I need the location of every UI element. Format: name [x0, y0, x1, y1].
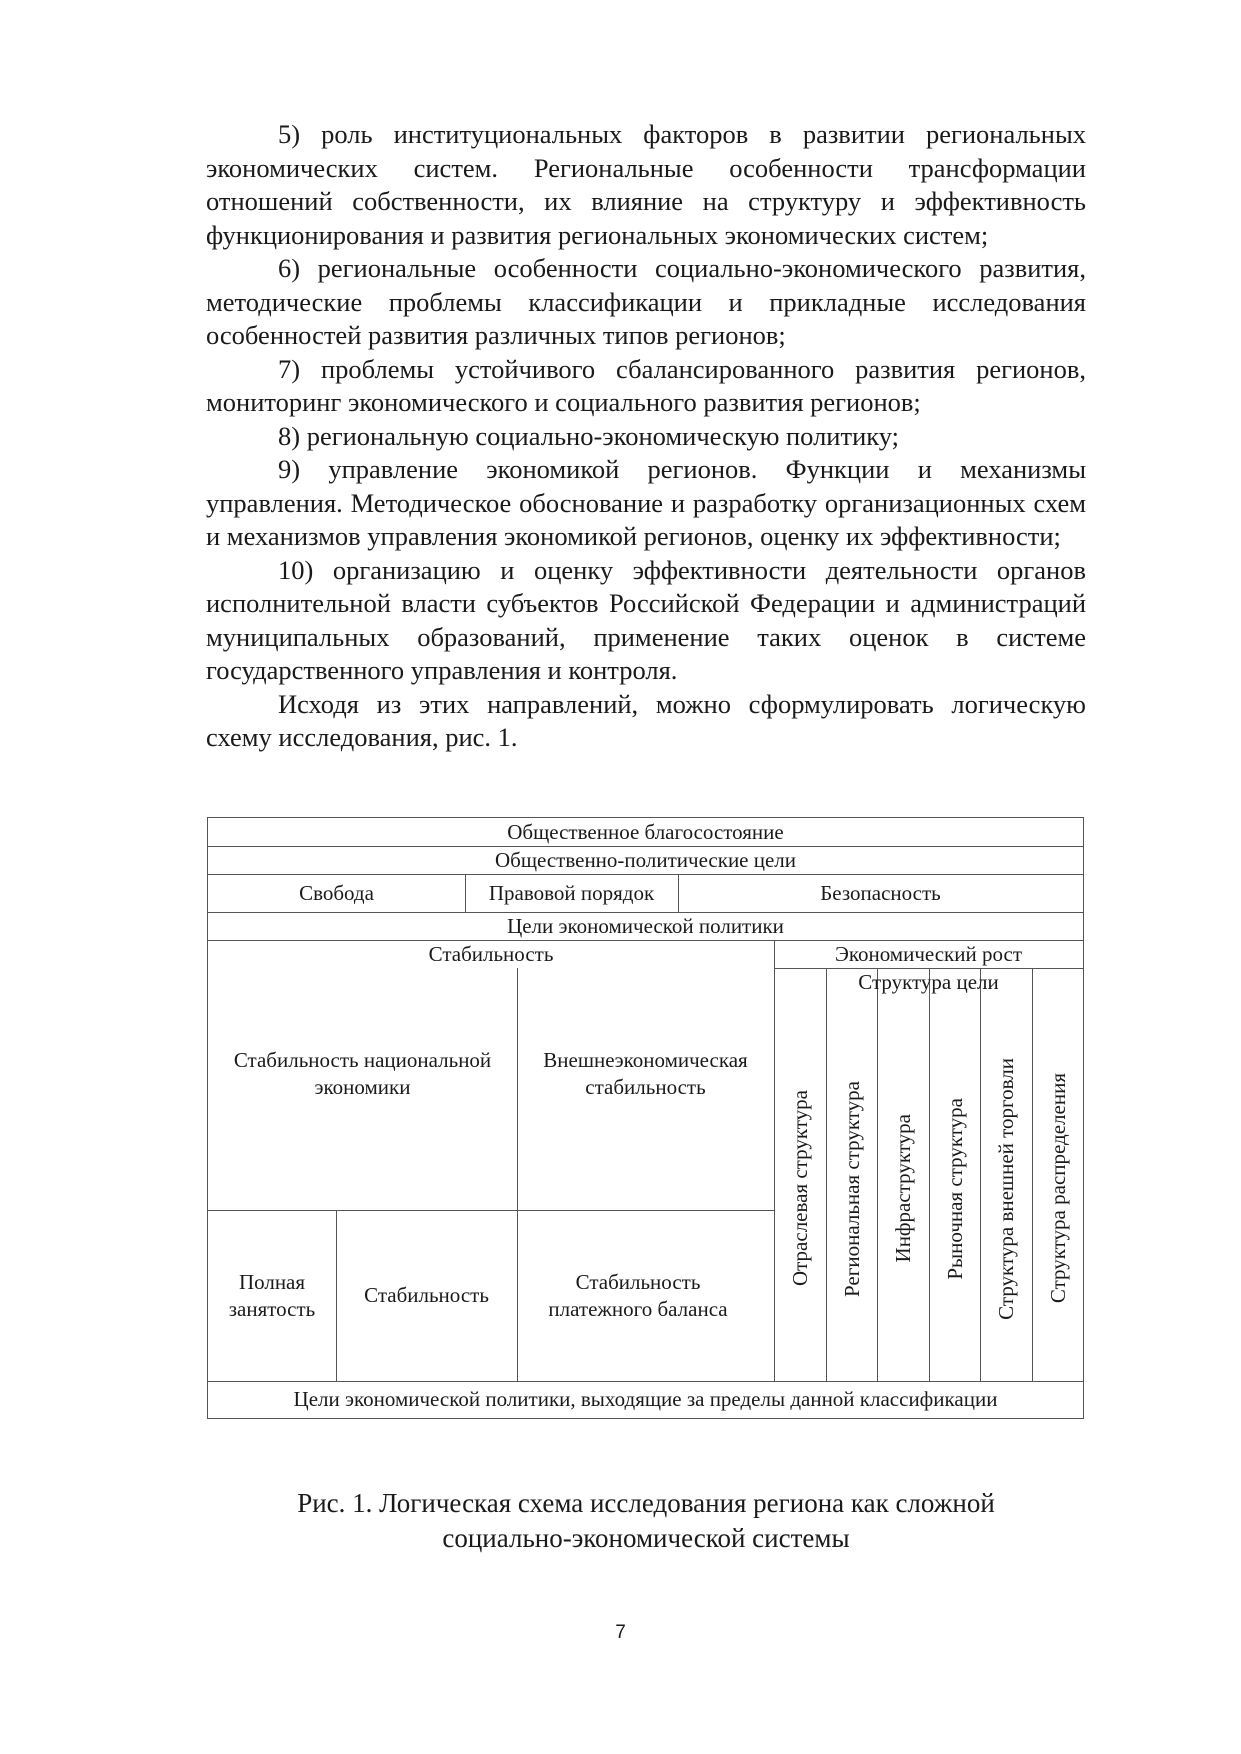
structure-label: Рыночная структура	[942, 1097, 967, 1280]
structure-label: Структура внешней торговли	[994, 1057, 1018, 1320]
paragraph-5: 5) роль институциональных факторов в развитии региональных экономических систем. Региональные особенности трансформации отношений собственности, их влияние на структуру и эффективность функционирования и развития региональных экономических систем;	[206, 119, 1086, 250]
price-stability-cell: Стабильность	[364, 1283, 489, 1307]
paragraph-6: 6) региональные особенности социально-экономического развития, методические проблемы классификации и прикладные исследования особенностей развития различных типов регионов;	[206, 253, 1086, 350]
national-stability-cell: Стабильность национальной экономики	[233, 1048, 492, 1099]
divider	[517, 968, 518, 1381]
footer-cell: Цели экономической политики, выходящие за пределы данной классификации	[293, 1386, 998, 1411]
structure-label: Региональная структура	[839, 1080, 864, 1297]
structure-label: Структура распределения	[1045, 1073, 1070, 1304]
external-stability-cell: Внешнеэкономическая стабильность	[543, 1048, 748, 1099]
security-cell: Безопасность	[820, 880, 941, 905]
caption-line-2: социально-экономической системы	[442, 1523, 850, 1553]
legal-order-cell: Правовой порядок	[488, 880, 655, 905]
body-text	[206, 118, 1086, 755]
political-goals-cell: Общественно-политические цели	[494, 847, 797, 872]
figure-caption	[206, 1486, 1086, 1556]
paragraph-10: 10) организацию и оценку эффективности деятельности органов исполнительной власти субъектов Российской Федерации и администраций муниципальных образований, применение таких оценок в системе государственного управления и контроля.	[206, 554, 1086, 685]
econ-growth-cell: Экономический рост	[834, 941, 1023, 966]
page-number: 7	[615, 1622, 626, 1643]
econ-policy-goals-cell: Цели экономической политики	[507, 913, 784, 938]
paragraph-8: 8) региональную социально-экономическую политику;	[278, 420, 900, 451]
welfare-cell: Общественное благосостояние	[507, 819, 784, 844]
paragraph-9: 9) управление экономикой регионов. Функции и механизмы управления. Методическое обоснование и разработку организационных схем и механизмов управления экономикой регионов, оценку их эффективности;	[206, 454, 1086, 551]
paragraph-summary: Исходя из этих направлений, можно сформулировать логическую схему исследования, рис. 1.	[206, 688, 1086, 752]
structure-label: Отраслевая структура	[788, 1090, 812, 1287]
freedom-cell: Свобода	[299, 880, 374, 905]
paragraph-7: 7) проблемы устойчивого сбалансированного развития регионов, мониторинг экономического и социального развития регионов;	[206, 353, 1086, 417]
balance-stability-cell: Стабильность платежного баланса	[548, 1269, 728, 1321]
full-employment-cell: Полная занятость	[228, 1269, 316, 1321]
research-scheme-diagram	[207, 817, 1084, 1419]
goal-structure-cell: Структура цели	[858, 969, 999, 994]
stability-cell: Стабильность	[428, 941, 554, 966]
structure-label: Инфраструктура	[891, 1114, 915, 1263]
caption-line-1: Рис. 1. Логическая схема исследования региона как сложной	[297, 1488, 995, 1518]
